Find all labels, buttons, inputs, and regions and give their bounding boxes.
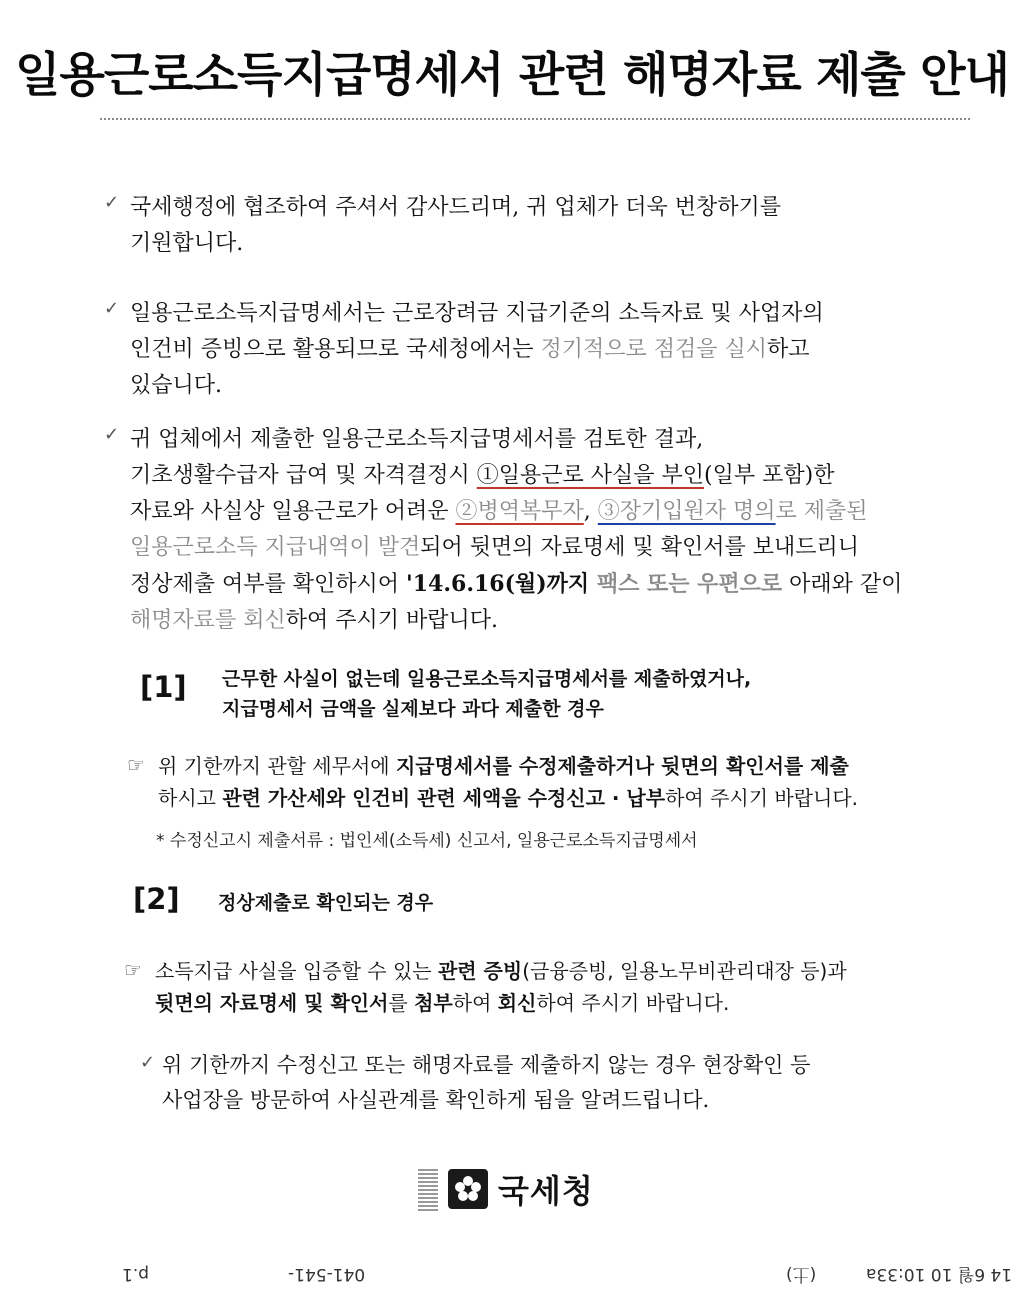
case-1-line-2: 지급명세서 금액을 실제보다 과다 제출한 경우	[222, 698, 604, 720]
intro-line-1: 국세행정에 협조하여 주셔서 감사드리며, 귀 업체가 더욱 번창하기를	[130, 195, 782, 220]
notice-paragraph	[162, 1048, 810, 1118]
review-line-5	[130, 566, 902, 603]
instruction-text: 를	[388, 991, 415, 1015]
underlined-text: ①일용근로 사실을 부인	[476, 463, 705, 488]
case-1-instruction	[158, 750, 858, 814]
review-text: 정상제출 여부를 확인하시어	[130, 572, 407, 597]
faded-text: 해명자료를 회신	[130, 608, 286, 633]
case-1-number: [1]	[140, 670, 187, 704]
case-2-number: [2]	[133, 882, 180, 916]
bold-text: 관련 증빙	[437, 959, 523, 983]
review-line-4	[130, 530, 902, 566]
review-text: (일부 포함)한	[704, 463, 835, 488]
fax-page-number: p.1	[122, 1264, 150, 1284]
instruction-text: 하시고	[158, 786, 223, 810]
bold-text: 관련 가산세와 인건비 관련 세액을 수정신고 · 납부	[222, 786, 666, 810]
purpose-line-1: 일용근로소득지급명세서는 근로장려금 지급기준의 소득자료 및 사업자의	[130, 301, 824, 326]
stamp-pattern	[418, 1167, 438, 1211]
case-1-heading	[222, 664, 751, 724]
purpose-paragraph	[130, 296, 824, 404]
intro-line-2: 기원합니다.	[130, 231, 244, 256]
intro-paragraph	[130, 190, 781, 262]
purpose-line-3: 있습니다.	[130, 373, 223, 398]
fax-day: (土)	[786, 1264, 817, 1284]
bullet-check-icon: ✓	[140, 1052, 156, 1073]
review-text: 하여 주시기 바랍니다.	[285, 608, 499, 633]
case-2-instruction	[155, 955, 847, 1019]
agency-name: 국세청	[498, 1172, 594, 1210]
bold-text: 첨부	[414, 991, 453, 1015]
case-2-heading: 정상제출로 확인되는 경우	[218, 892, 434, 914]
review-line-2	[130, 458, 902, 494]
instruction-text: 하여 주시기 바랍니다.	[665, 786, 859, 810]
notice-line-1: 위 기한까지 수정신고 또는 해명자료를 제출하지 않는 경우 현장확인 등	[162, 1053, 811, 1077]
review-line-6	[130, 603, 902, 639]
faded-text: 로 제출된	[775, 499, 868, 524]
underlined-text: ③장기입원자 명의	[597, 499, 776, 524]
bold-text: 지급명세서를 수정제출하거나 뒷면의 확인서를 제출	[395, 754, 849, 778]
deadline-text: '14.6.16(월)까지	[406, 571, 590, 597]
case-2-inst-line-2	[155, 987, 847, 1019]
agency-signature	[418, 1166, 594, 1212]
notice-line-2: 사업장을 방문하여 사실관계를 확인하게 됨을 알려드립니다.	[162, 1088, 710, 1112]
underlined-text: ②병역복무자	[455, 499, 584, 524]
fax-phone: 041-541-	[288, 1264, 366, 1284]
bold-text: 뒷면의 자료명세 및 확인서	[155, 991, 389, 1015]
review-text: 되어 뒷면의 자료명세 및 확인서를 보내드리니	[420, 535, 860, 560]
faded-text: 일용근로소득 지급내역이 발견	[130, 535, 421, 560]
pointing-hand-icon: ☞	[124, 958, 142, 982]
case-1-inst-line-2	[158, 782, 858, 814]
case-2-inst-line-1	[155, 955, 847, 987]
fax-timestamp: 14 6월 10 10:33a	[866, 1264, 1013, 1284]
review-text: 자료와 사실상 일용근로가 어려운	[130, 499, 456, 524]
bullet-check-icon: ✓	[104, 192, 120, 213]
review-text: 아래와 같이	[782, 572, 903, 597]
title-divider	[100, 118, 970, 120]
faded-text: 정기적으로 점검을 실시	[540, 337, 768, 362]
purpose-text: 인건비 증빙으로 활용되므로 국세청에서는	[130, 337, 541, 362]
instruction-text: 위 기한까지 관할 세무서에	[158, 754, 396, 778]
case-1-line-1: 근무한 사실이 없는데 일용근로소득지급명세서를 제출하였거나,	[222, 668, 752, 690]
bullet-check-icon: ✓	[104, 424, 120, 445]
pointing-hand-icon: ☞	[127, 753, 145, 777]
review-line-3	[130, 494, 902, 530]
review-text: ,	[583, 499, 598, 524]
instruction-text: 소득지급 사실을 입증할 수 있는	[155, 959, 438, 983]
case-1-inst-line-1	[158, 750, 858, 782]
faded-text: 팩스 또는 우편으로	[589, 571, 783, 597]
bullet-check-icon: ✓	[104, 298, 120, 319]
case-1-note: * 수정신고시 제출서류 : 법인세(소득세) 신고서, 일용근로소득지급명세서	[156, 831, 698, 851]
nts-emblem-icon	[448, 1169, 488, 1209]
review-text: 기초생활수급자 급여 및 자격결정시	[130, 463, 477, 488]
purpose-line-2	[130, 332, 824, 368]
purpose-text: 하고	[767, 337, 810, 362]
review-line-1: 귀 업체에서 제출한 일용근로소득지급명세서를 검토한 결과,	[130, 427, 704, 452]
instruction-text: 하여	[452, 991, 498, 1015]
instruction-text: 하여 주시기 바랍니다.	[536, 991, 730, 1015]
document-title: 일용근로소득지급명세서 관련 해명자료 제출 안내	[15, 48, 1009, 103]
bold-text: 회신	[497, 991, 537, 1015]
review-paragraph	[130, 422, 902, 639]
instruction-text: (금융증빙, 일용노무비관리대장 등)과	[522, 959, 847, 983]
